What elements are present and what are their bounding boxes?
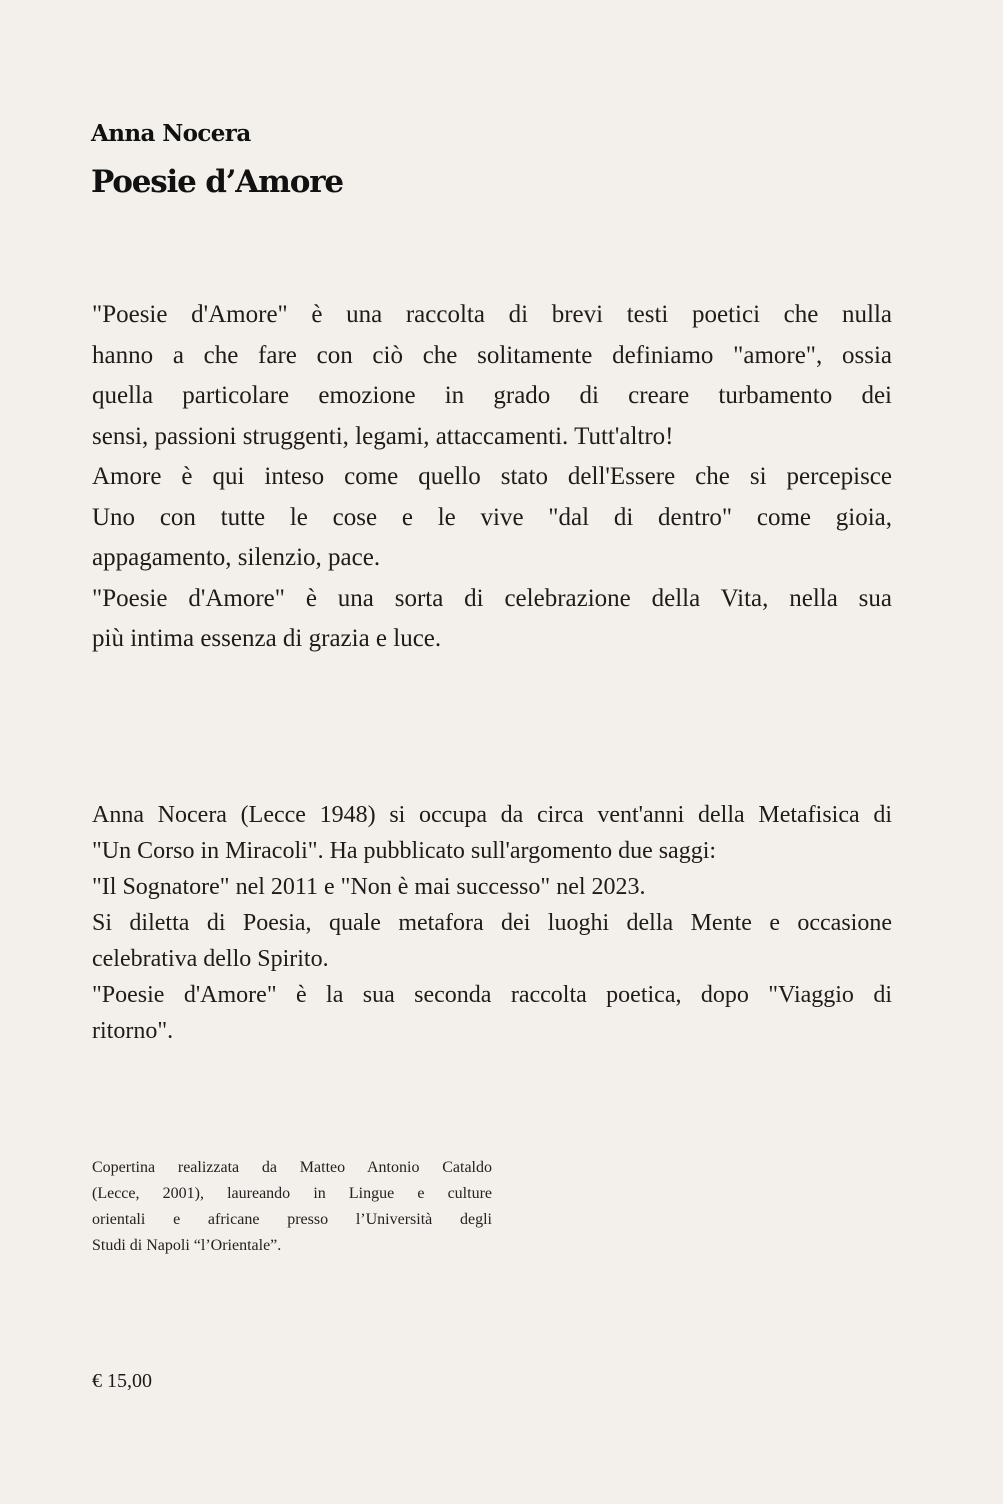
credits-line: Studi di Napoli “l’Orientale”. — [92, 1237, 282, 1254]
bio-line: "Un Corso in Miracoli". Ha pubblicato sull'argomento due saggi: — [92, 838, 717, 864]
intro-line: Uno con tutte le cose e le vive "dal di dentro" come gioia, — [92, 503, 892, 531]
cover-credits — [92, 1155, 492, 1259]
price: € 15,00 — [92, 1370, 152, 1392]
bio-line: celebrativa dello Spirito. — [92, 946, 329, 972]
author-name: Anna Nocera — [91, 120, 251, 147]
credits-line: Copertina realizzata da Matteo Antonio Cataldo — [92, 1159, 492, 1176]
bio-line: "Poesie d'Amore" è la sua seconda raccolta poetica, dopo "Viaggio di — [92, 982, 892, 1008]
bio-line: ritorno". — [92, 1018, 174, 1044]
intro-line: Amore è qui inteso come quello stato dell'Essere che si percepisce — [92, 463, 892, 490]
intro-line: "Poesie d'Amore" è una sorta di celebrazione della Vita, nella sua — [92, 584, 892, 612]
intro-line: hanno a che fare con ciò che solitamente definiamo "amore", ossia — [92, 341, 892, 369]
bio-line: Anna Nocera (Lecce 1948) si occupa da circa vent'anni della Metafisica di — [92, 802, 892, 828]
intro-paragraph — [92, 295, 892, 660]
intro-line: quella particolare emozione in grado di creare turbamento dei — [92, 382, 892, 409]
intro-line: appagamento, silenzio, pace. — [92, 544, 381, 571]
intro-line: "Poesie d'Amore" è una raccolta di brevi testi poetici che nulla — [92, 301, 892, 328]
credits-line: orientali e africane presso l’Università degli — [92, 1211, 492, 1228]
intro-line: sensi, passioni struggenti, legami, attaccamenti. Tutt'altro! — [92, 422, 674, 450]
bio-line: Si diletta di Poesia, quale metafora dei luoghi della Mente e occasione — [92, 910, 892, 936]
bio-line: "Il Sognatore" nel 2011 e "Non è mai successo" nel 2023. — [92, 874, 646, 900]
intro-line: più intima essenza di grazia e luce. — [92, 625, 442, 652]
credits-line: (Lecce, 2001), laureando in Lingue e culture — [92, 1185, 492, 1202]
book-title: Poesie d’Amore — [91, 164, 343, 200]
author-bio — [92, 797, 892, 1049]
